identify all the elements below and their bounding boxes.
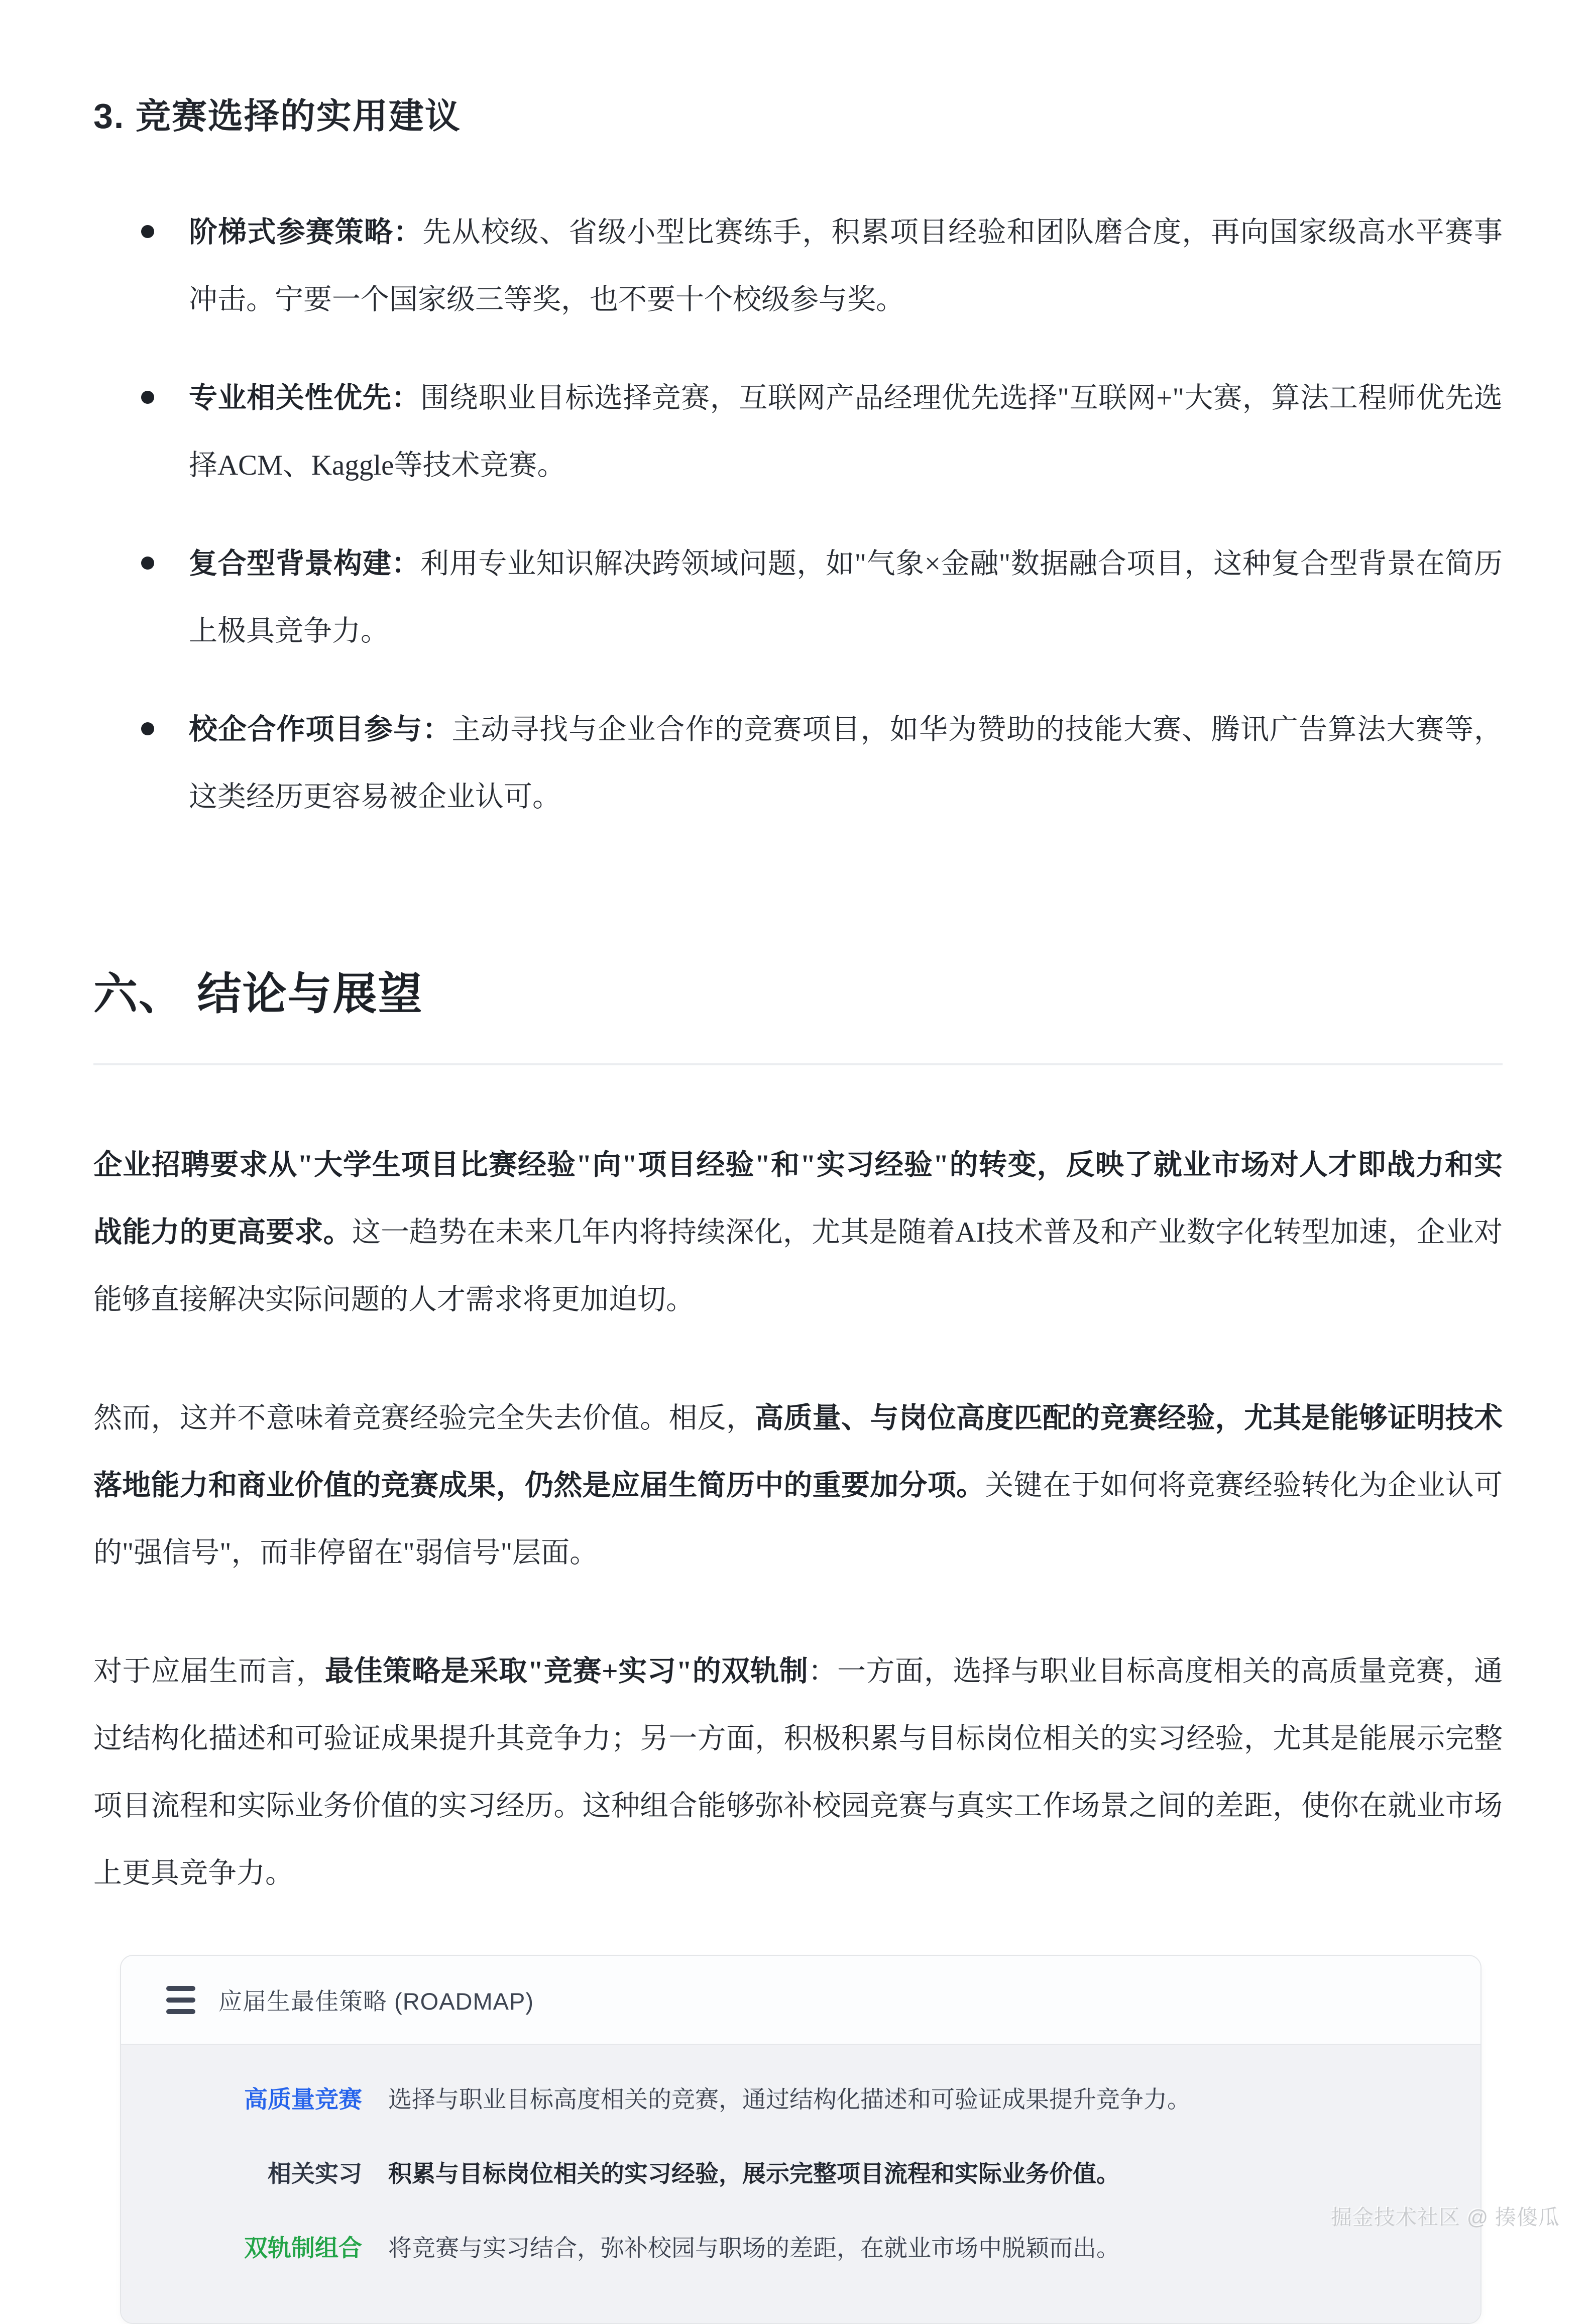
- paragraph-text: 然而，这并不意味着竞赛经验完全失去价值。相反，: [93, 1402, 755, 1434]
- hamburger-icon: [166, 1986, 195, 2014]
- list-item: [93, 365, 1503, 499]
- bullet-label: 阶梯式参赛策略：: [189, 216, 423, 248]
- roadmap-row: [166, 2084, 1435, 2115]
- roadmap-row-desc: 选择与职业目标高度相关的竞赛，通过结构化描述和可验证成果提升竞争力。: [388, 2086, 1191, 2113]
- roadmap-card-body: [121, 2045, 1480, 2323]
- paragraph: [93, 1638, 1503, 1907]
- bullet-text: 先从校级、省级小型比赛练手，积累项目经验和团队磨合度，再向国家级高水平赛事冲击。宁要一个国家级三等奖，也不要十个校级参与奖。: [189, 216, 1503, 315]
- bullet-label: 校企合作项目参与：: [189, 714, 452, 745]
- bullet-text: 围绕职业目标选择竞赛，互联网产品经理优先选择"互联网+"大赛，算法工程师优先选择ACM、Kaggle等技术竞赛。: [189, 382, 1503, 481]
- roadmap-row: [166, 2158, 1435, 2189]
- section-divider: [93, 1063, 1503, 1065]
- paragraph-bold-text: 最佳策略是采取"竞赛+实习"的双轨制: [325, 1655, 809, 1687]
- section-heading: 六、 结论与展望: [93, 969, 423, 1019]
- subsection-heading: 3. 竞赛选择的实用建议: [93, 96, 461, 136]
- paragraph-bold-text: 企业招聘要求从"大学生项目比赛经验"向"项目经验"和"实习经验"的转变，反映了就业市场对人才即战力和实战能力的更高要求。: [93, 1149, 1503, 1248]
- list-item: [93, 199, 1503, 334]
- paragraph-text: 关键在于如何将竞赛经验转化为企业认可的"强信号"，而非停留在"弱信号"层面。: [93, 1470, 1503, 1569]
- roadmap-row-label: 高质量竞赛: [244, 2086, 362, 2113]
- watermark: 掘金技术社区 @ 揍傻瓜: [1331, 2205, 1560, 2229]
- roadmap-card-title: 应届生最佳策略 (ROADMAP): [218, 1988, 534, 2015]
- roadmap-row: [166, 2233, 1435, 2264]
- roadmap-row-desc: 将竞赛与实习结合，弥补校园与职场的差距，在就业市场中脱颖而出。: [388, 2235, 1120, 2261]
- roadmap-card: [120, 1955, 1481, 2324]
- list-item: [93, 530, 1503, 665]
- bullet-text: 利用专业知识解决跨领域问题，如"气象×金融"数据融合项目，这种复合型背景在简历上极具竞争力。: [189, 548, 1503, 647]
- roadmap-row-desc: 积累与目标岗位相关的实习经验，展示完整项目流程和实际业务价值。: [388, 2160, 1120, 2187]
- paragraph: [93, 1385, 1503, 1587]
- list-item: [93, 696, 1503, 831]
- paragraph-text: 这一趋势在未来几年内将持续深化，尤其是随着AI技术普及和产业数字化转型加速，企业对能够直接解决实际问题的人才需求将更加迫切。: [93, 1216, 1503, 1315]
- paragraph: [93, 1132, 1503, 1334]
- roadmap-card-header: [121, 1956, 1480, 2045]
- paragraph-bold-text: 高质量、与岗位高度匹配的竞赛经验，尤其是能够证明技术落地能力和商业价值的竞赛成果，仍然是应届生简历中的重要加分项。: [93, 1402, 1503, 1501]
- bullet-label: 专业相关性优先：: [189, 382, 421, 414]
- advice-list: [93, 199, 1503, 831]
- roadmap-row-label: 双轨制组合: [244, 2235, 362, 2261]
- bullet-text: 主动寻找与企业合作的竞赛项目，如华为赞助的技能大赛、腾讯广告算法大赛等，这类经历更容易被企业认可。: [189, 714, 1503, 813]
- bullet-label: 复合型背景构建：: [189, 548, 421, 580]
- roadmap-row-label: 相关实习: [268, 2160, 362, 2187]
- paragraph-text: 对于应届生而言，: [93, 1655, 325, 1687]
- paragraph-text: ：一方面，选择与职业目标高度相关的高质量竞赛，通过结构化描述和可验证成果提升其竞争力；另一方面，积极积累与目标岗位相关的实习经验，尤其是能展示完整项目流程和实际业务价值的实习经历。这种组合能够弥补校园竞赛与真实工作场景之间的差距，使你在就业市场上更具竞争力。: [93, 1655, 1503, 1889]
